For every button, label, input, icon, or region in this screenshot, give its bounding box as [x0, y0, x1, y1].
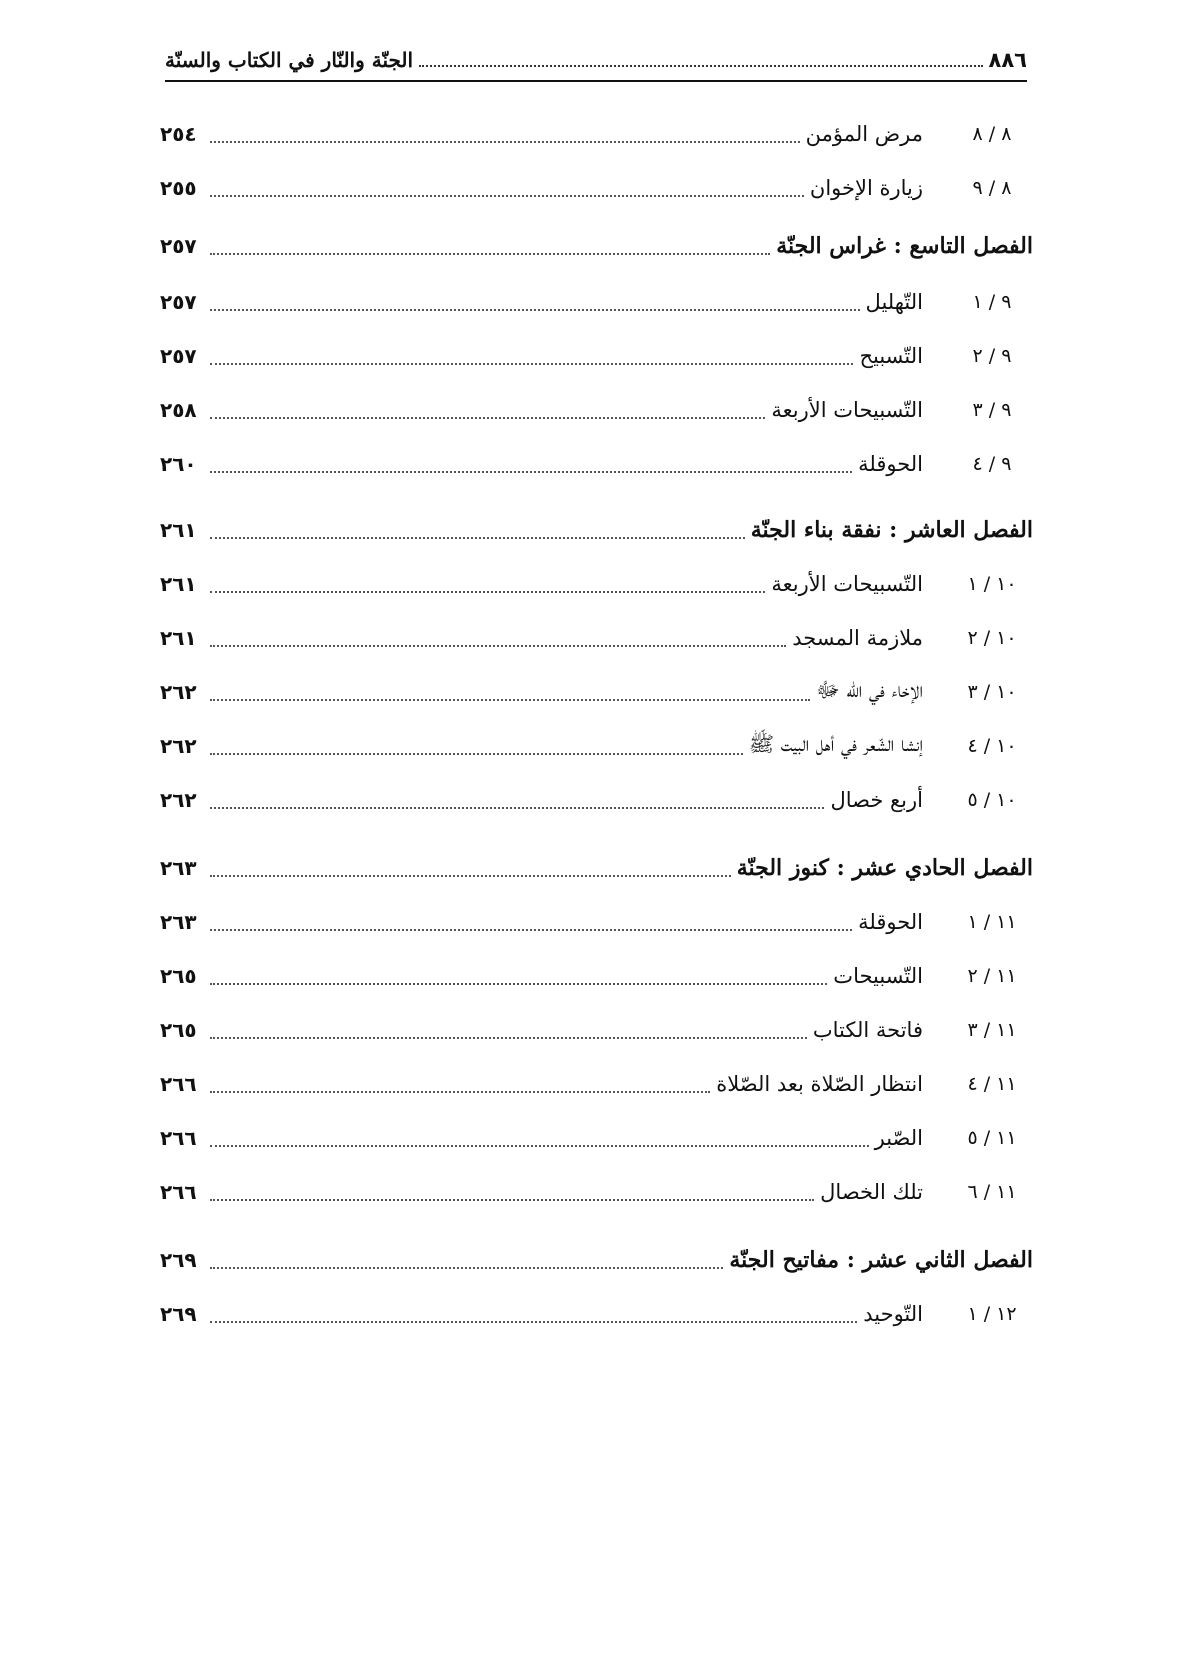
entry-number: ١١ / ١: [967, 911, 1017, 933]
dot-leader: [210, 195, 804, 197]
entry-title: التّسبيحات: [833, 964, 923, 988]
toc-entry[interactable]: [160, 672, 1033, 712]
toc-chapter[interactable]: [160, 226, 1033, 266]
toc-entry[interactable]: [160, 726, 1033, 766]
dot-leader: [210, 1037, 807, 1039]
entry-title: الصّبر: [874, 1126, 923, 1150]
entry-page-number: ٢٦٩: [160, 1302, 197, 1326]
entry-title: ملازمة المسجد: [792, 626, 923, 650]
chapter-title: الفصل الثاني عشر : مفاتيح الجنّة: [729, 1247, 1033, 1273]
entry-title: زيارة الإخوان: [809, 176, 923, 200]
dot-leader: [210, 929, 852, 931]
dot-leader: [210, 1267, 723, 1269]
dot-leader: [210, 309, 860, 311]
entry-page-number: ٢٦٣: [160, 910, 197, 934]
dot-leader: [210, 875, 731, 877]
entry-page-number: ٢٦٥: [160, 964, 197, 988]
dot-leader: [210, 1091, 710, 1093]
entry-title: التّسبيحات الأربعة: [771, 398, 923, 422]
dot-leader: [210, 363, 853, 365]
entry-number: ٩ / ٢: [972, 345, 1012, 367]
toc-entry[interactable]: [160, 168, 1033, 208]
toc-entry[interactable]: [160, 282, 1033, 322]
dot-leader: [210, 591, 765, 593]
entry-title: فاتحة الكتاب: [812, 1018, 923, 1042]
entry-number: ١٠ / ٣: [967, 681, 1017, 703]
dot-leader: [210, 1321, 857, 1323]
dot-leader: [210, 417, 765, 419]
toc-chapter[interactable]: [160, 1240, 1033, 1280]
entry-number: ١٠ / ١: [967, 573, 1017, 595]
entry-title: الحوقلة: [858, 910, 923, 934]
entry-number: ١٠ / ٥: [967, 789, 1017, 811]
entry-title: أربع خصال: [830, 788, 923, 812]
toc-entry[interactable]: [160, 618, 1033, 658]
entry-number: ١١ / ٣: [967, 1019, 1017, 1041]
entry-number: ١١ / ٦: [967, 1181, 1017, 1203]
entry-number: ١١ / ٢: [967, 965, 1017, 987]
entry-number: ١١ / ٤: [967, 1073, 1017, 1095]
chapter-title: الفصل التاسع : غراس الجنّة: [776, 233, 1033, 259]
entry-title: التّسبيح: [859, 344, 923, 368]
entry-title: التّهليل: [865, 290, 923, 314]
toc-entry[interactable]: [160, 1118, 1033, 1158]
toc-entry[interactable]: [160, 390, 1033, 430]
dot-leader: [210, 141, 800, 143]
entry-page-number: ٢٦٦: [160, 1180, 197, 1204]
entry-page-number: ٢٦٦: [160, 1072, 197, 1096]
header-book-title: الجنّة والنّار في الكتاب والسنّة: [165, 48, 414, 72]
entry-title: تلك الخصال: [820, 1180, 923, 1204]
entry-number: ٩ / ٣: [972, 399, 1012, 421]
entry-title: مرض المؤمن: [805, 122, 923, 146]
toc-chapter[interactable]: [160, 510, 1033, 550]
entry-page-number: ٢٥٧: [160, 290, 197, 314]
entry-number: ٩ / ١: [972, 291, 1012, 313]
chapter-page-number: ٢٦١: [160, 518, 197, 542]
chapter-title: الفصل الحادي عشر : كنوز الجنّة: [736, 855, 1033, 881]
entry-page-number: ٢٥٤: [160, 122, 197, 146]
entry-number: ١٢ / ١: [967, 1303, 1017, 1325]
entry-title: انتظار الصّلاة بعد الصّلاة: [716, 1072, 923, 1096]
entry-page-number: ٢٥٧: [160, 344, 197, 368]
entry-title: التّسبيحات الأربعة: [771, 572, 923, 596]
dot-leader: [210, 699, 810, 701]
entry-title: التّوحيد: [863, 1302, 923, 1326]
dot-leader: [210, 983, 827, 985]
entry-title: الإخاء في الله ﷻ: [816, 677, 923, 702]
entry-page-number: ٢٥٥: [160, 176, 197, 200]
dot-leader: [210, 1199, 814, 1201]
toc-entry[interactable]: [160, 956, 1033, 996]
dot-leader: [210, 537, 745, 539]
toc-entry[interactable]: [160, 444, 1033, 484]
dot-leader: [210, 807, 824, 809]
header-dot-leader: [419, 65, 982, 67]
entry-page-number: ٢٦٠: [160, 452, 197, 476]
dot-leader: [210, 753, 743, 755]
entry-title: إنشا الشّعر في أهل البيت ﷺ: [748, 731, 923, 756]
toc-entry[interactable]: [160, 1010, 1033, 1050]
entry-number: ١٠ / ٢: [967, 627, 1017, 649]
chapter-page-number: ٢٦٣: [160, 856, 197, 880]
toc-entry[interactable]: [160, 114, 1033, 154]
entry-title: الحوقلة: [858, 452, 923, 476]
entry-page-number: ٢٦٢: [160, 788, 197, 812]
toc-chapter[interactable]: [160, 848, 1033, 888]
entry-page-number: ٢٦٦: [160, 1126, 197, 1150]
toc-entry[interactable]: [160, 1172, 1033, 1212]
entry-number: ٩ / ٤: [972, 453, 1012, 475]
entry-number: ١٠ / ٤: [967, 735, 1017, 757]
toc-entry[interactable]: [160, 902, 1033, 942]
entry-number: ٨ / ٨: [972, 123, 1012, 145]
dot-leader: [210, 471, 852, 473]
toc-entry[interactable]: [160, 564, 1033, 604]
header-page-number: ٨٨٦: [988, 48, 1027, 72]
dot-leader: [210, 1145, 869, 1147]
running-header: [165, 40, 1027, 82]
toc-entry[interactable]: [160, 1294, 1033, 1334]
toc-entry[interactable]: [160, 780, 1033, 820]
dot-leader: [210, 645, 786, 647]
entry-page-number: ٢٦١: [160, 572, 197, 596]
entry-page-number: ٢٦١: [160, 626, 197, 650]
entry-page-number: ٢٥٨: [160, 398, 197, 422]
entry-page-number: ٢٦٥: [160, 1018, 197, 1042]
dot-leader: [210, 253, 770, 255]
entry-page-number: ٢٦٢: [160, 734, 197, 758]
entry-page-number: ٢٦٢: [160, 680, 197, 704]
toc-entry[interactable]: [160, 336, 1033, 376]
chapter-page-number: ٢٦٩: [160, 1248, 197, 1272]
chapter-title: الفصل العاشر : نفقة بناء الجنّة: [750, 517, 1033, 543]
entry-number: ١١ / ٥: [967, 1127, 1017, 1149]
chapter-page-number: ٢٥٧: [160, 234, 197, 258]
toc-entry[interactable]: [160, 1064, 1033, 1104]
entry-number: ٨ / ٩: [972, 177, 1012, 199]
